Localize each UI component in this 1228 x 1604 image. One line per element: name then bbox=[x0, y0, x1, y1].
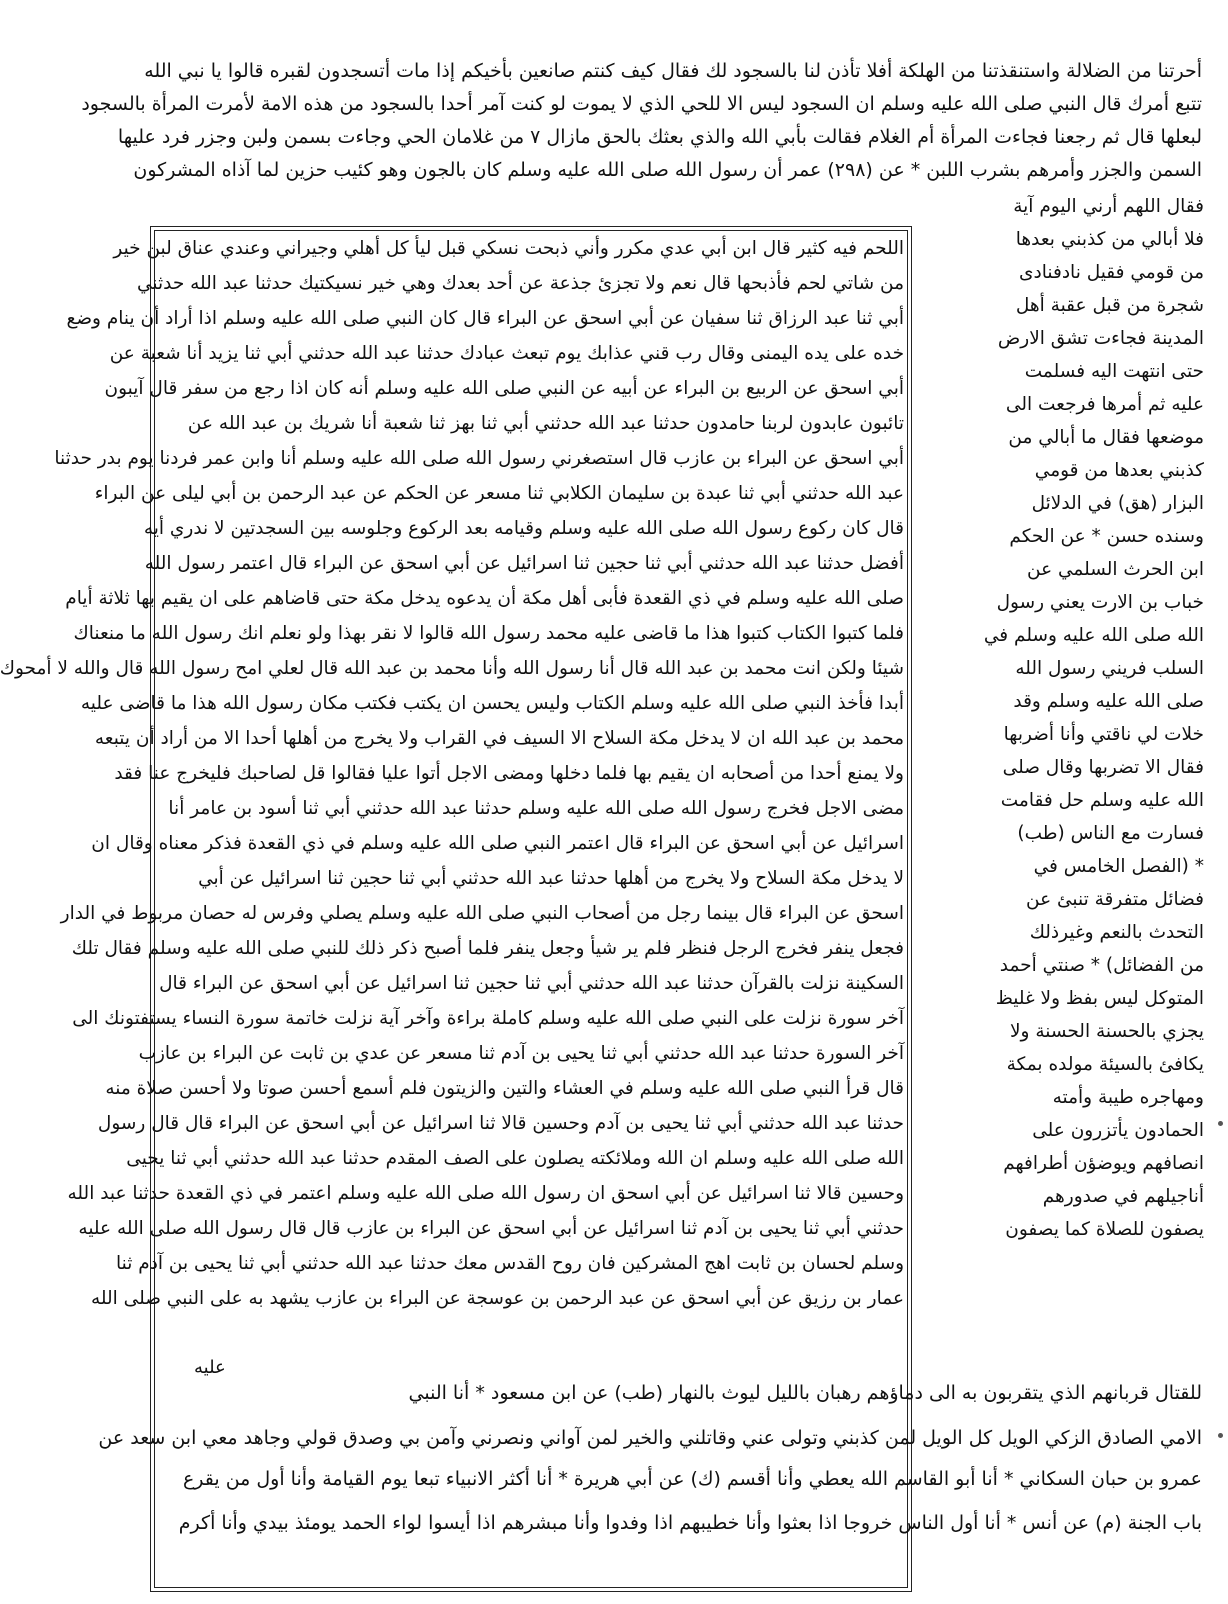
side-line: يصفون للصلاة كما يصفون bbox=[1005, 1219, 1204, 1240]
bottom-line: عمرو بن حبان السكاني * أنا أبو القاسم الله يعطي وأنا أقسم (ك) عن أبي هريرة * أنا أكثر الانبياء تبعا يوم القيامة وأنا أول من يقرع bbox=[182, 1468, 1202, 1490]
main-line: أبدا فأخذ النبي صلى الله عليه وسلم الكتاب وليس يحسن ان يكتب فكتب مكان رسول الله هذا ما قاضى عليه bbox=[80, 693, 904, 714]
main-line: فجعل ينفر فخرج الرجل فنظر فلم ير شيأ وجعل ينفر فلما أصبح ذكر ذلك للنبي صلى الله عليه وسلم فقال تلك bbox=[71, 938, 904, 959]
bottom-line: الامي الصادق الزكي الويل كل الويل لمن كذبني وتولى عني وقاتلني والخير لمن آواني ونصرني وآمن بي وصدق قولي وجاهد معي ابن سعد عن bbox=[98, 1427, 1202, 1449]
main-line: ولا يمنع أحدا من أصحابه ان يقيم بها فلما دخلها ومضى الاجل أتوا عليا فقالوا قل لصاحبك فليخرج عنا فقد bbox=[114, 763, 904, 784]
side-line: انصافهم ويوضؤن أطرافهم bbox=[1003, 1153, 1204, 1174]
main-line: قال كان ركوع رسول الله صلى الله عليه وسلم وقيامه بعد الركوع وجلوسه بين السجدتين لا ندري أيه bbox=[143, 518, 904, 539]
side-line: موضعها فقال ما أبالي من bbox=[1008, 427, 1204, 448]
main-line: أبي اسحق عن البراء بن عازب قال استصغرني رسول الله صلى الله عليه وسلم أنا وابن عمر فردنا يوم بدر حدثنا bbox=[54, 448, 904, 469]
main-line: لا يدخل مكة السلاح ولا يخرج من أهلها حدثنا عبد الله حدثني أبي ثنا حجين ثنا اسرائيل عن أبي bbox=[198, 868, 904, 889]
main-line: قال قرأ النبي صلى الله عليه وسلم في العشاء والتين والزيتون فلم أسمع أحسن صوتا ولا أحسن صلاة منه bbox=[105, 1078, 904, 1099]
side-line: صلى الله عليه وسلم وقد bbox=[1013, 691, 1204, 712]
top-line: لبعلها قال ثم رجعنا فجاءت المرأة أم الغلام فقالت بأبي الله والذي بعثك بالحق مازال ۷ من غلامان الحي وجاءت بسمن ولبن وجزر فرد عليها bbox=[117, 126, 1202, 148]
side-line: المتوكل ليس بفظ ولا غليظ bbox=[995, 988, 1204, 1009]
bottom-line: للقتال قربانهم الذي يتقربون به الى دماؤهم رهبان بالليل ليوث بالنهار (طب) عن ابن مسعود * أنا النبي bbox=[408, 1382, 1202, 1404]
side-line: فقال الا تضربها وقال صلى bbox=[1002, 757, 1204, 778]
side-line: فلا أبالي من كذبني بعدها bbox=[1015, 229, 1204, 250]
main-line: صلى الله عليه وسلم في ذي القعدة فأبى أهل مكة أن يدعوه يدخل مكة حتى قاضاهم على ان يقيم بها ثلاثة أيام bbox=[65, 588, 904, 609]
main-line: أبي اسحق عن الربيع بن البراء عن أبيه عن النبي صلى الله عليه وسلم أنه كان اذا رجع من سفر قال آيبون bbox=[104, 378, 904, 399]
main-line: فلما كتبوا الكتاب كتبوا هذا ما قاضى عليه محمد رسول الله قالوا لا نقر بهذا ولو نعلم انك رسول الله ما منعناك bbox=[73, 623, 904, 644]
bottom-note: عليه bbox=[194, 1357, 226, 1378]
margin-mark bbox=[1218, 1433, 1223, 1438]
main-line: حدثني أبي ثنا يحيى بن آدم ثنا اسرائيل عن أبي اسحق عن البراء بن عازب قال قال رسول الله صلى الله عليه bbox=[78, 1218, 904, 1239]
main-line: اللحم فيه كثير قال ابن أبي عدي مكرر وأني ذبحت نسكي قبل ليأ كل أهلي وجيراني وعندي عناق لبن خير bbox=[113, 238, 904, 259]
bottom-line: باب الجنة (م) عن أنس * أنا أول الناس خروجا اذا بعثوا وأنا خطيبهم اذا وفدوا وأنا مبشرهم اذا أيسوا لواء الحمد يومئذ بيدي وأنا أكرم bbox=[178, 1512, 1202, 1534]
side-line: شجرة من قبل عقبة أهل bbox=[1015, 295, 1204, 316]
side-line: عليه ثم أمرها فرجعت الى bbox=[1005, 394, 1204, 415]
main-line: آخر سورة نزلت على النبي صلى الله عليه وسلم كاملة براءة وآخر آية نزلت خاتمة سورة النساء يستفتونك الى bbox=[72, 1008, 904, 1029]
main-line: اسحق عن البراء قال بينما رجل من أصحاب النبي صلى الله عليه وسلم يصلي وفرس له حصان مربوط في الدار bbox=[60, 903, 904, 924]
side-line: وسنده حسن * عن الحكم bbox=[1009, 526, 1204, 547]
main-line: اسرائيل عن أبي اسحق عن البراء قال اعتمر النبي صلى الله عليه وسلم في ذي القعدة فذكر معناه وقال ان bbox=[91, 833, 904, 854]
top-line: تتبع أمرك قال النبي صلى الله عليه وسلم ان السجود ليس الا للحي الذي لا يموت لو كنت آمر أحدا بالسجود من هذه الامة لأمرت المرأة بالسجود bbox=[81, 93, 1202, 115]
side-line: ومهاجره طيبة وأمته bbox=[1052, 1087, 1204, 1108]
side-line: يجزي بالحسنة الحسنة ولا bbox=[1010, 1021, 1204, 1042]
margin-mark bbox=[1218, 1121, 1223, 1126]
main-line: أفضل حدثنا عبد الله حدثني أبي ثنا حجين ثنا اسرائيل عن أبي اسحق عن البراء قال اعتمر رسول الله bbox=[144, 553, 904, 574]
side-line: البزار (هق) في الدلائل bbox=[1031, 493, 1204, 514]
main-line: حدثنا عبد الله حدثني أبي ثنا يحيى بن آدم وحسين قالا ثنا اسرائيل عن أبي اسحق عن البراء قال قال رسول bbox=[97, 1113, 904, 1134]
side-line: حتى انتهت اليه فسلمت bbox=[1024, 361, 1204, 382]
top-line: أحرتنا من الضلالة واستنقذتنا من الهلكة أفلا تأذن لنا بالسجود لك فقال كيف كنتم صانعين بأخيكم إذا مات أتسجدون لقبره قالوا يا نبي الله bbox=[144, 60, 1202, 82]
main-line: مضى الاجل فخرج رسول الله صلى الله عليه وسلم حدثنا عبد الله حدثني أبي ثنا أسود بن عامر أنا bbox=[168, 798, 904, 819]
main-line: شيئا ولكن انت محمد بن عبد الله قال أنا رسول الله وأنا محمد بن عبد الله قال لعلي امح رسول الله قال والله لا أمحوك bbox=[0, 658, 904, 679]
main-line: آخر السورة حدثنا عبد الله حدثني أبي ثنا يحيى بن آدم ثنا مسعر عن عدي بن ثابت عن البراء بن عازب bbox=[138, 1043, 904, 1064]
main-line: عمار بن رزيق عن أبي اسحق عن عبد الرحمن بن عوسجة عن البراء بن عازب يشهد به على النبي صلى الله bbox=[90, 1288, 904, 1309]
main-line: عبد الله حدثني أبي ثنا عبدة بن سليمان الكلابي ثنا مسعر عن الحكم عن عبد الرحمن بن أبي ليلى عن البراء bbox=[94, 483, 904, 504]
side-line: فقال اللهم أرني اليوم آية bbox=[1013, 196, 1204, 217]
side-line: خلات لي ناقتي وأنا أضربها bbox=[1003, 724, 1204, 745]
side-line: الله صلى الله عليه وسلم في bbox=[983, 625, 1204, 646]
side-line: التحدث بالنعم وغيرذلك bbox=[1029, 922, 1204, 943]
main-line: أبي ثنا عبد الرزاق ثنا سفيان عن أبي اسحق عن البراء قال كان النبي صلى الله عليه وسلم اذا أراد أن ينام وضع bbox=[66, 308, 904, 329]
main-line: خده على يده اليمنى وقال رب قني عذابك يوم تبعث عبادك حدثنا عبد الله حدثني أبي ثنا يزيد أنا شعبة عن bbox=[109, 343, 904, 364]
side-line: فضائل متفرقة تنبئ عن bbox=[1026, 889, 1204, 910]
main-line: تائبون عابدون لربنا حامدون حدثنا عبد الله حدثني أبي ثنا بهز ثنا شعبة أنا شريك بن عبد الله عن bbox=[187, 413, 904, 434]
side-line: * (الفصل الخامس في bbox=[1033, 856, 1204, 877]
top-line: السمن والجزر وأمرهم بشرب اللبن * عن (٢٩٨) عمر أن رسول الله صلى الله عليه وسلم كان بالجون وهو كئيب حزين لما آذاه المشركون bbox=[133, 159, 1202, 181]
main-line: محمد بن عبد الله ان لا يدخل مكة السلاح الا السيف في القراب ولا يخرج من أهلها أحدا الا من أراد أن يتبعه bbox=[94, 728, 904, 749]
side-line: ابن الحرث السلمي عن bbox=[1027, 559, 1204, 580]
side-line: الحمادون يأتزرون على bbox=[1032, 1120, 1204, 1141]
side-line: أناجيلهم في صدورهم bbox=[1042, 1186, 1204, 1207]
main-line: من شاتي لحم فأذبحها قال نعم ولا تجزئ جذعة عن أحد بعدك وهي خير نسيكتيك حدثنا عبد الله حدثني bbox=[136, 273, 904, 294]
side-line: يكافئ بالسيئة مولده بمكة bbox=[1006, 1054, 1204, 1075]
main-line: وحسين قالا ثنا اسرائيل عن أبي اسحق ان رسول الله صلى الله عليه وسلم اعتمر في ذي القعدة حدثنا عبد الله bbox=[67, 1183, 904, 1204]
side-line: من الفضائل) * صنتي أحمد bbox=[999, 955, 1204, 976]
side-line: المدينة فجاءت تشق الارض bbox=[997, 328, 1204, 349]
side-line: من قومي فقيل نادفنادى bbox=[1019, 262, 1204, 283]
side-line: فسارت مع الناس (طب) bbox=[1017, 823, 1204, 844]
side-line: كذبني بعدها من قومي bbox=[1034, 460, 1204, 481]
main-line: الله صلى الله عليه وسلم ان الله وملائكته يصلون على الصف المقدم حدثنا عبد الله حدثني أبي ثنا يحيى bbox=[126, 1148, 904, 1169]
main-line: وسلم لحسان بن ثابت اهج المشركين فان روح القدس معك حدثنا عبد الله حدثني أبي ثنا يحيى بن آدم ثنا bbox=[115, 1253, 904, 1274]
side-line: السلب فريني رسول الله bbox=[1015, 658, 1204, 679]
main-line: السكينة نزلت بالقرآن حدثنا عبد الله حدثني أبي ثنا حجين ثنا اسرائيل عن أبي اسحق عن البراء قال bbox=[159, 973, 904, 994]
side-line: خباب بن الارت يعني رسول bbox=[996, 592, 1204, 613]
side-line: الله عليه وسلم حل فقامت bbox=[1000, 790, 1204, 811]
